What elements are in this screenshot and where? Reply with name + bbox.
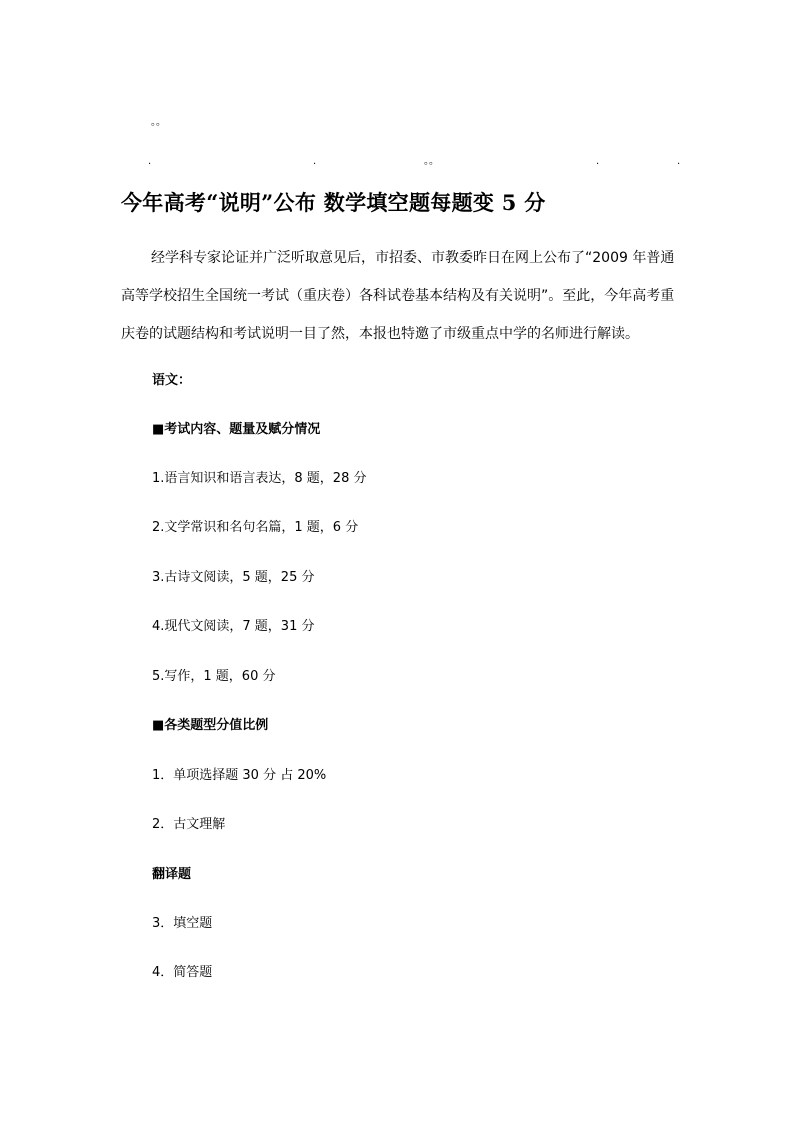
list-item: 1.语言知识和语言表达，8 题，28 分 bbox=[152, 471, 367, 486]
header-mark: 。。 bbox=[424, 156, 439, 167]
list-item: 4.现代文阅读，7 题，31 分 bbox=[152, 619, 315, 634]
header-mark: 。。 bbox=[151, 117, 166, 128]
header-mark: . bbox=[148, 156, 152, 167]
header-mark: . bbox=[313, 156, 317, 167]
list-item: 4．简答题 bbox=[152, 965, 213, 980]
section-heading: ■考试内容、题量及赋分情况 bbox=[152, 422, 321, 437]
list-item: 3．填空题 bbox=[152, 916, 213, 931]
list-item: 5.写作，1 题，60 分 bbox=[152, 669, 276, 684]
header-mark: . bbox=[677, 156, 681, 167]
subject-label: 语文： bbox=[152, 373, 192, 388]
list-item: 1．单项选择题 30 分 占 20% bbox=[152, 768, 327, 783]
list-item: 3.古诗文阅读，5 题，25 分 bbox=[152, 570, 315, 585]
article-title: 今年高考“说明”公布 数学填空题每题变 5 分 bbox=[121, 190, 546, 215]
subheading: 翻译题 bbox=[152, 867, 192, 882]
list-item: 2．古文理解 bbox=[152, 817, 226, 832]
header-mark: . bbox=[596, 156, 600, 167]
intro-paragraph: 经学科专家论证并广泛听取意见后，市招委、市教委昨日在网上公布了“2009 年普通高等学校招生全国统一考试（重庆卷）各科试卷基本结构及有关说明”。至此，今年高考重庆卷的试题结构和考试说明一目了然，本报也特邀了市级重点中学的名师进行解读。 bbox=[121, 250, 675, 342]
section-heading: ■各类题型分值比例 bbox=[152, 718, 269, 733]
list-item: 2.文学常识和名句名篇，1 题，6 分 bbox=[152, 520, 359, 535]
